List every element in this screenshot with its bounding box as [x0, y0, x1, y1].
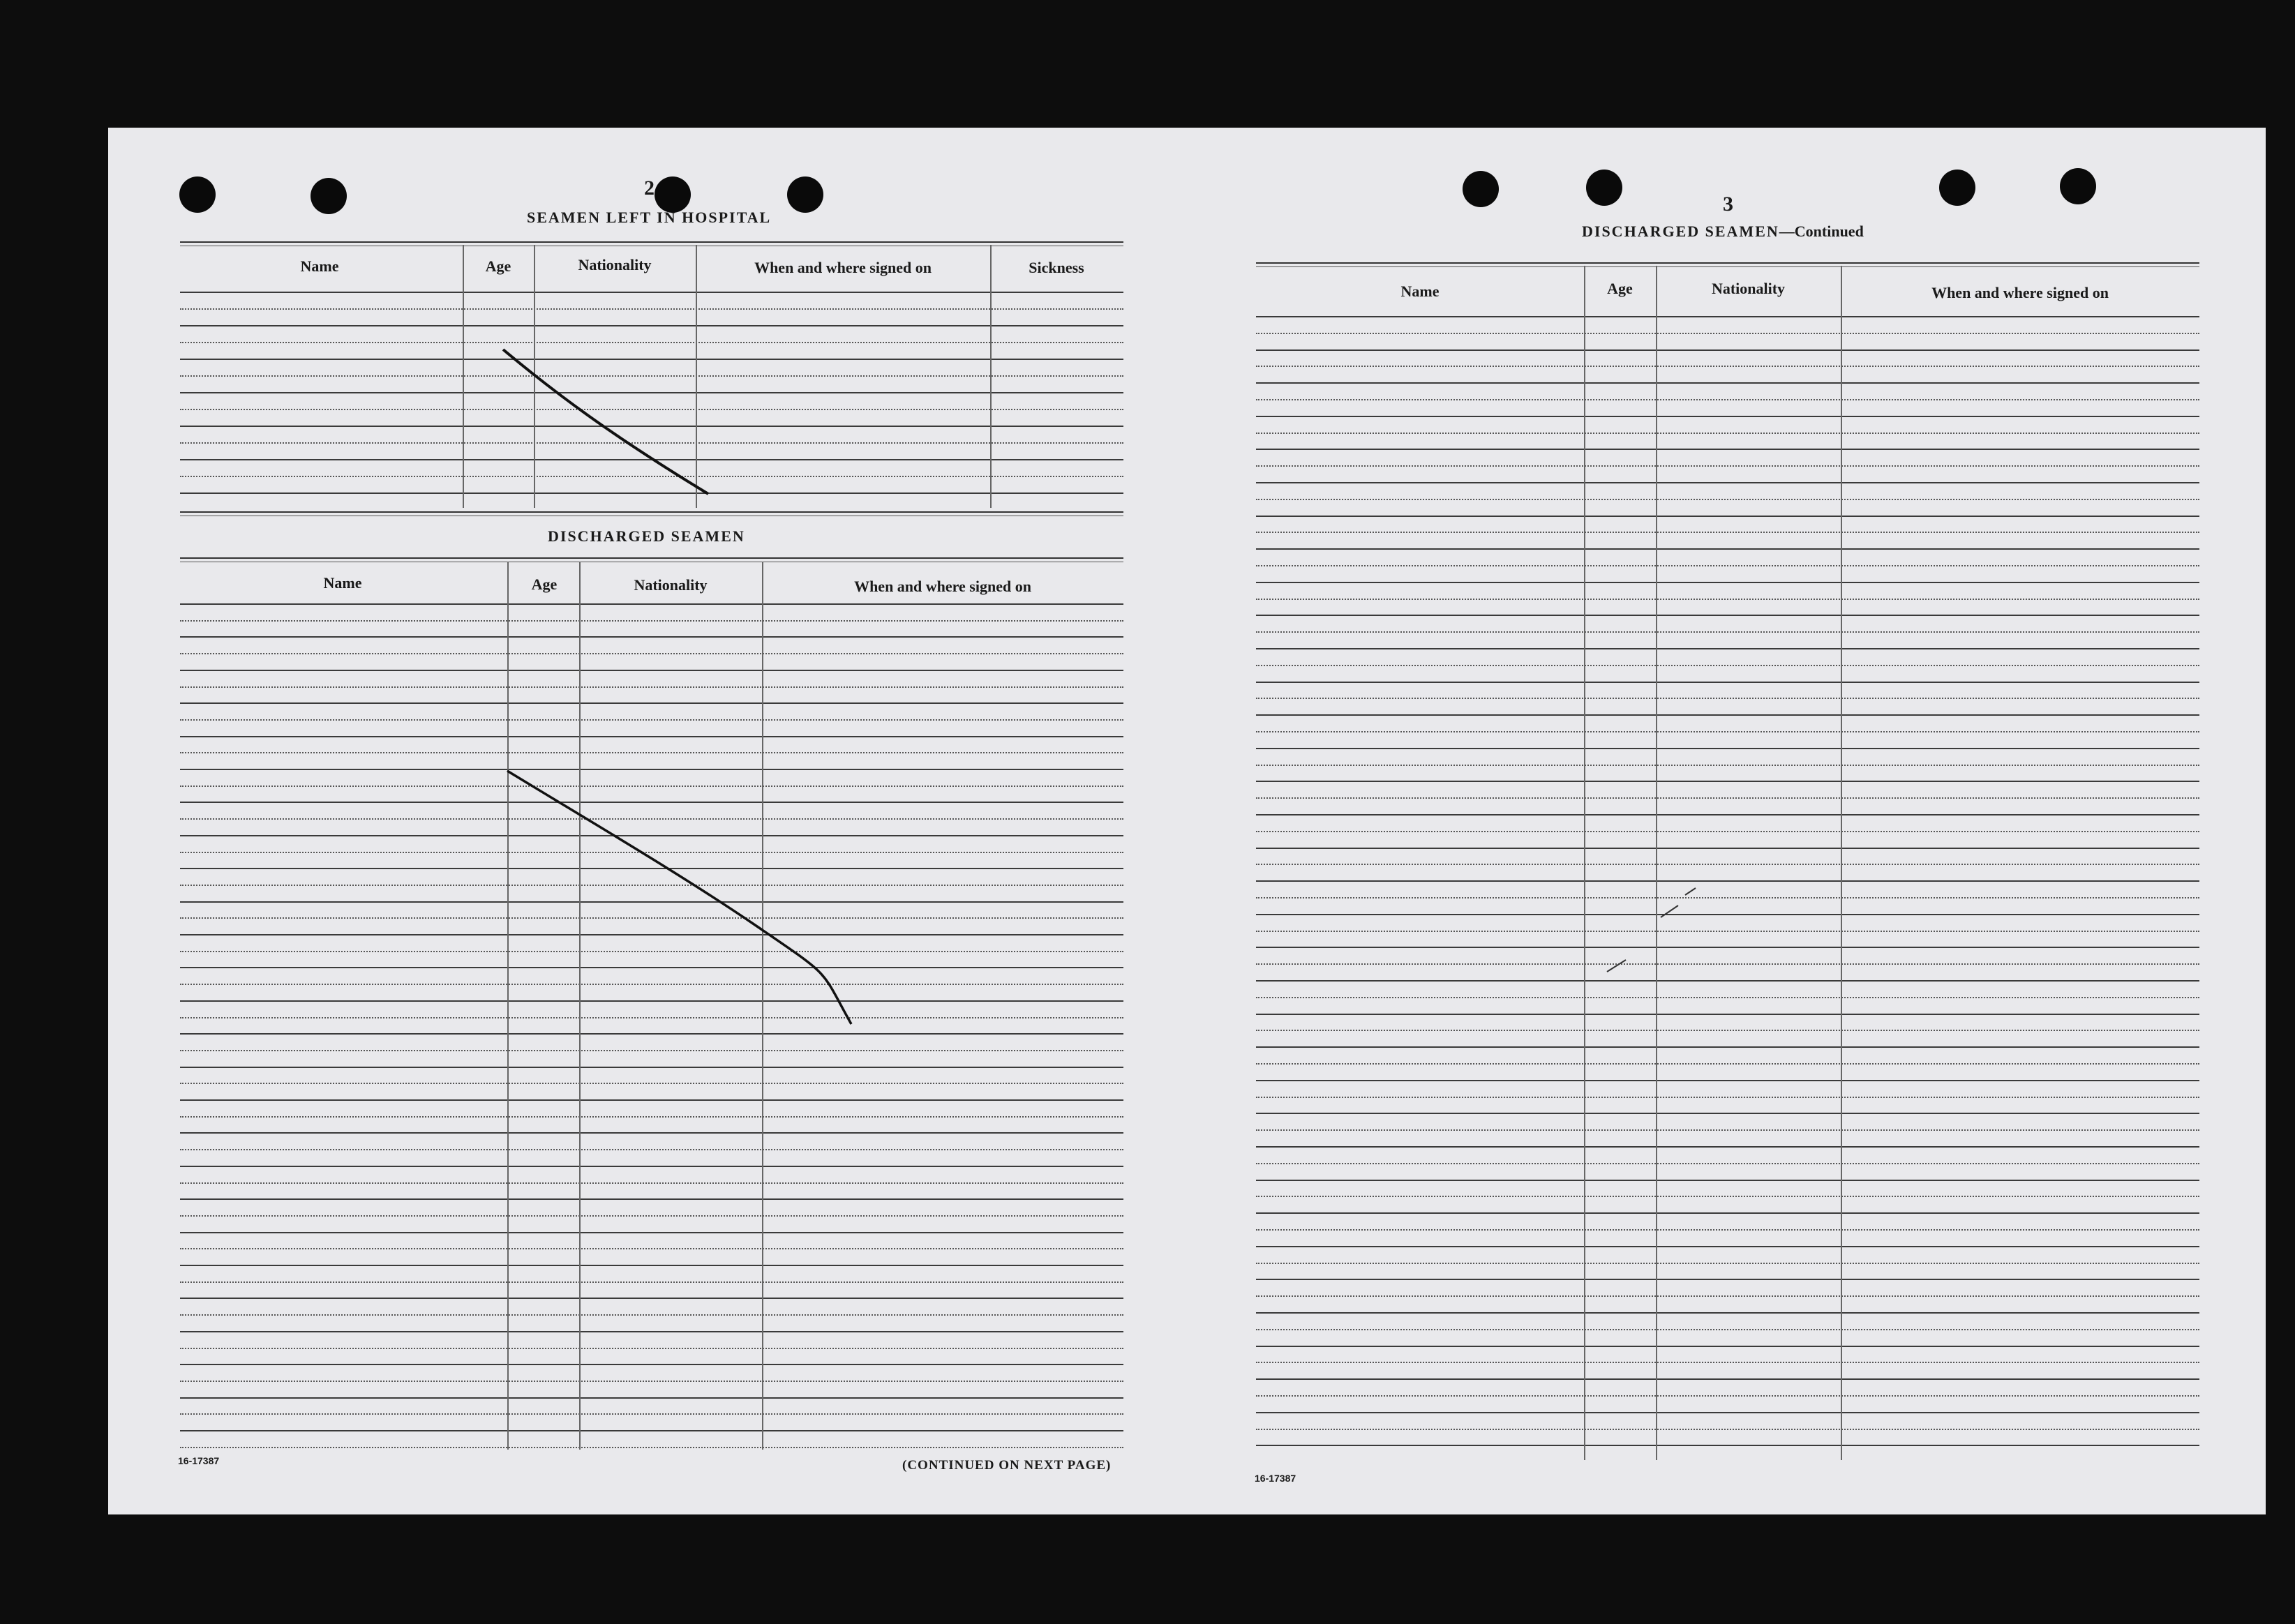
column-header-nationality: Nationality: [1711, 280, 1786, 297]
column-header-name: Name: [323, 574, 362, 592]
column-header-signed-on: When and where signed on: [754, 259, 932, 276]
strike-line: [1685, 888, 1696, 895]
column-header-signed-on: When and where signed on: [1931, 284, 2109, 301]
column-header-sickness: Sickness: [1029, 259, 1084, 276]
strike-line: [507, 771, 851, 1024]
column-header-age: Age: [485, 257, 511, 275]
column-header-nationality: Nationality: [634, 576, 708, 594]
continued-note: (CONTINUED ON NEXT PAGE): [902, 1458, 1112, 1473]
column-header-age: Age: [1607, 280, 1633, 297]
column-header-nationality: Nationality: [578, 256, 652, 273]
page-number: 3: [1723, 193, 1733, 216]
strike-line: [1607, 960, 1626, 972]
strike-line: [503, 349, 708, 494]
column-header-name: Name: [1400, 283, 1440, 300]
strike-marks: [108, 128, 2266, 1514]
discharged-section-title: DISCHARGED SEAMEN: [548, 527, 745, 545]
section-title-suffix: —Continued: [1779, 223, 1864, 240]
form-sheet: [108, 128, 2266, 1514]
strike-line: [1661, 905, 1678, 917]
form-number: 16-17387: [178, 1455, 220, 1466]
section-title-main: DISCHARGED SEAMEN: [1582, 223, 1779, 240]
hospital-section-title: SEAMEN LEFT IN HOSPITAL: [527, 209, 772, 226]
column-header-signed-on: When and where signed on: [854, 578, 1031, 595]
column-header-name: Name: [300, 257, 339, 275]
page-number: 2: [644, 176, 655, 200]
form-number: 16-17387: [1255, 1473, 1296, 1484]
column-header-age: Age: [531, 576, 558, 593]
